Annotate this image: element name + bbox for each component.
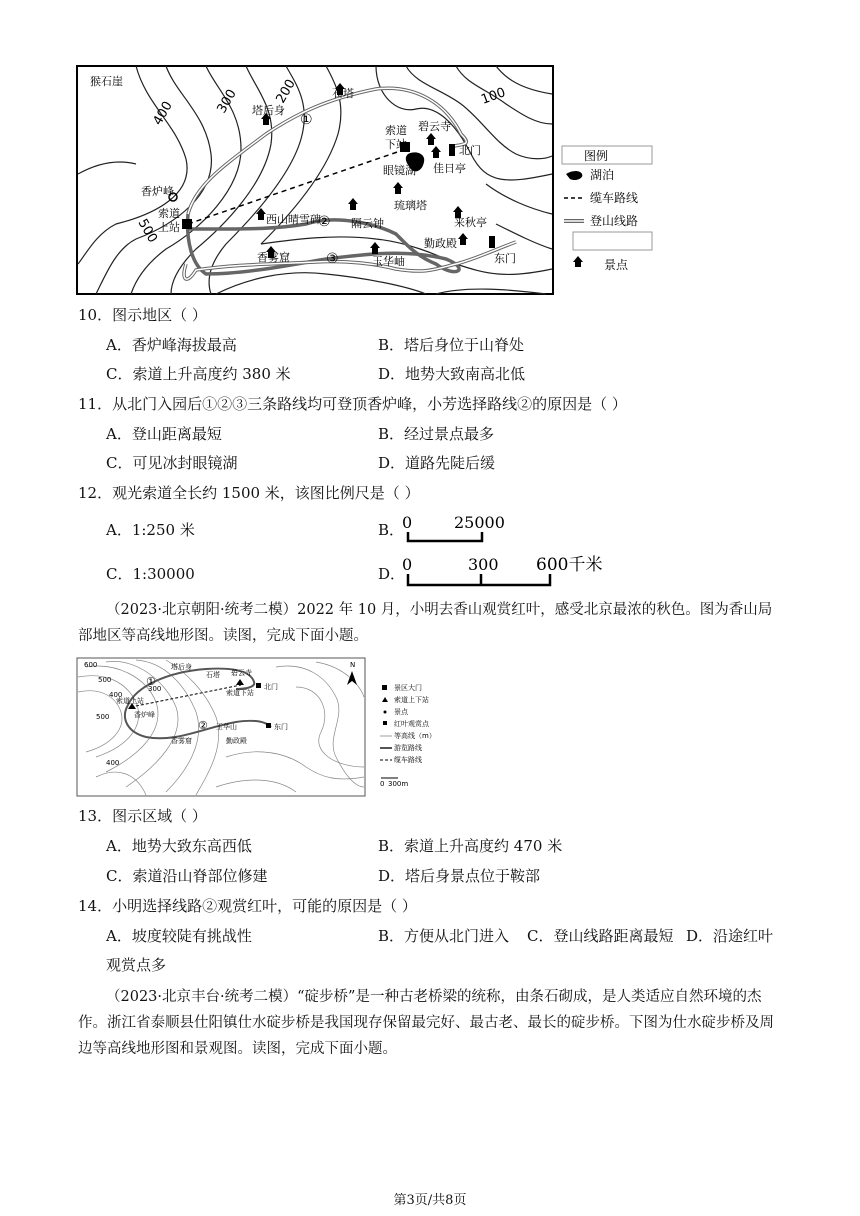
m2-legend-redleaf: 红叶观赏点 (394, 720, 429, 728)
contour-label-200: 200 (273, 76, 299, 106)
m2-label-qinzhengdian: 勤政殿 (226, 737, 247, 745)
q12-option-d: D． (378, 565, 406, 583)
q12-option-b: B． (378, 521, 405, 539)
passage-chaoyang: （2023·北京朝阳·统考二模）2022 年 10 月，小明去香山观赏红叶，感受北京最浓的秋色。图为香山局部地区等高线地形图。读图，完成下面小题。 (78, 602, 773, 644)
m2-legend-route: 游览路线 (394, 744, 422, 752)
contour-label-100: 100 (479, 85, 508, 108)
contour-label-400: 400 (150, 98, 176, 128)
label-housiya: 猴石崖 (90, 75, 123, 88)
label-xiazhan: 下站 (385, 138, 407, 151)
q12-option-c: C．1:30000 (106, 565, 195, 583)
m2-label-xianglufeng: 香炉峰 (134, 711, 155, 719)
label-xianglufeng: 香炉峰 (141, 185, 174, 198)
legend-title: 图例 (584, 149, 609, 163)
m2-label-xiangwuku: 香雾窟 (171, 737, 192, 745)
q14-option-d-continuation: 观赏点多 (106, 956, 167, 974)
m2-contour-500b: 500 (96, 713, 110, 721)
q13-option-b: B．索道上升高度约 470 米 (378, 837, 563, 855)
scale-bar-b (398, 512, 518, 546)
question-11-stem: 11．从北门入园后①②③三条路线均可登顶香炉峰，小芳选择路线②的原因是（ ） (78, 395, 627, 413)
map1-legend (562, 146, 652, 272)
scale-d-300: 300 (468, 555, 499, 574)
q14-option-d: D．沿途红叶 (686, 927, 774, 945)
label-laiqiuting: 来秋亭 (454, 216, 487, 229)
label-yuhuaxiu: 玉华岫 (372, 255, 405, 268)
q13-option-c: C．索道沿山脊部位修建 (106, 867, 268, 885)
q14-option-a: A．坡度较陡有挑战性 (106, 927, 252, 945)
label-shita: 石塔 (332, 87, 354, 100)
contour-label-500: 500 (134, 216, 160, 246)
m2-contour-500a: 500 (98, 676, 112, 684)
m2-route-mark-1: ① (146, 675, 156, 688)
label-liulita: 琉璃塔 (394, 199, 427, 212)
m2-contour-400b: 400 (106, 759, 120, 767)
q11-option-b: B．经过景点最多 (378, 425, 495, 443)
page-number: 第3页/共8页 (393, 1193, 467, 1208)
legend-scenic: 景点 (604, 258, 629, 272)
label-xiangwuku: 香雾窟 (257, 251, 290, 264)
scale-bar-d (398, 552, 618, 592)
label-tahoushen: 塔后身 (252, 104, 285, 117)
xiangshan-contour-map (76, 64, 654, 296)
label-xishan: 西山晴雪碑 (266, 213, 321, 226)
scale-b-zero: 0 (402, 513, 413, 532)
legend-cable: 缆车路线 (590, 191, 639, 205)
q10-option-a: A．香炉峰海拔最高 (106, 336, 237, 354)
q13-option-a: A．地势大致东高西低 (106, 837, 252, 855)
m2-label-suodao-shang: 索道上站 (116, 697, 144, 705)
label-beimen: 北门 (459, 144, 481, 157)
m2-label-yuhuashan: 玉华山 (216, 723, 237, 731)
m2-scale-zero: 0 (380, 780, 385, 788)
m2-route-mark-2: ② (198, 719, 208, 732)
label-shangzhan: 上站 (158, 221, 180, 234)
contour-label-300: 300 (214, 86, 240, 116)
label-yanjinghu: 眼镜湖 (383, 164, 416, 177)
m2-contour-300: 300 (148, 685, 162, 693)
q11-option-c: C．可见冰封眼镜湖 (106, 454, 238, 472)
q11-option-a: A．登山距离最短 (106, 425, 222, 443)
q10-option-b: B．塔后身位于山脊处 (378, 336, 525, 354)
m2-north-label: N (350, 661, 356, 669)
m2-label-suodao-xia: 索道下站 (226, 689, 254, 697)
label-dongmen: 东门 (494, 252, 516, 265)
map2-legend (380, 683, 436, 788)
route-mark-1: ① (300, 112, 313, 128)
m2-contour-600: 600 (84, 661, 98, 669)
question-13-stem: 13．图示区域（ ） (78, 807, 207, 825)
m2-legend-spot: 景点 (394, 708, 408, 716)
m2-label-beimen: 北门 (264, 683, 278, 691)
m2-legend-cable: 缆车路线 (394, 756, 422, 764)
label-geyunzhong: 隔云钟 (351, 217, 384, 230)
m2-contour-400a: 400 (109, 691, 123, 699)
q14-option-b: B．方便从北门进入 (378, 927, 510, 945)
label-qinzhengdian: 勤政殿 (424, 237, 457, 250)
m2-scale-300m: 300m (388, 780, 409, 788)
label-biyunsi: 碧云寺 (418, 120, 451, 133)
q11-option-d: D．道路先陡后缓 (378, 454, 496, 472)
q10-option-d: D．地势大致南高北低 (378, 365, 526, 383)
scale-d-600km: 600千米 (536, 555, 603, 575)
label-jiariting: 佳日亭 (433, 162, 466, 175)
m2-legend-gate: 景区大门 (394, 684, 422, 692)
scale-b-value: 25000 (454, 513, 505, 532)
m2-legend-station: 索道上下站 (394, 696, 429, 704)
q10-option-c: C．索道上升高度约 380 米 (106, 365, 291, 383)
label-suodao-lower: 索道 (385, 124, 407, 137)
q12-option-a: A．1:250 米 (106, 521, 195, 539)
q13-option-d: D．塔后身景点位于鞍部 (378, 867, 541, 885)
xiangshan-contour-map-2 (76, 657, 476, 799)
legend-route: 登山线路 (590, 214, 639, 228)
question-10-stem: 10．图示地区（ ） (78, 306, 207, 324)
question-14-stem: 14．小明选择线路②观赏红叶，可能的原因是（ ） (78, 897, 417, 915)
scale-d-zero: 0 (402, 555, 413, 574)
passage-fengtai: （2023·北京丰台·统考二模）“碇步桥”是一种古老桥梁的统称，由条石砌成，是人类适应自然环境的杰作。浙江省泰顺县仕阳镇仕水碇步桥是我国现存保留最完好、最古老、最长的碇步桥。下图为仕水碇步桥及周边等高线地形图和景观图。读图，完成下面小题。 (78, 989, 774, 1057)
legend-lake: 湖泊 (590, 168, 615, 182)
m2-label-tahoushen: 塔后身 (171, 663, 192, 671)
m2-label-shita: 石塔 (206, 671, 220, 679)
route-mark-3: ③ (326, 251, 339, 267)
question-12-stem: 12．观光索道全长约 1500 米，该图比例尺是（ ） (78, 484, 420, 502)
q14-option-c: C．登山线路距离最短 (527, 927, 674, 945)
label-suodao-upper: 索道 (158, 207, 180, 220)
m2-label-dongmen: 东门 (274, 723, 288, 731)
m2-label-biyunsi: 碧云寺 (231, 669, 252, 677)
m2-legend-contour: 等高线（m） (394, 732, 436, 740)
route-mark-2: ② (318, 214, 331, 230)
